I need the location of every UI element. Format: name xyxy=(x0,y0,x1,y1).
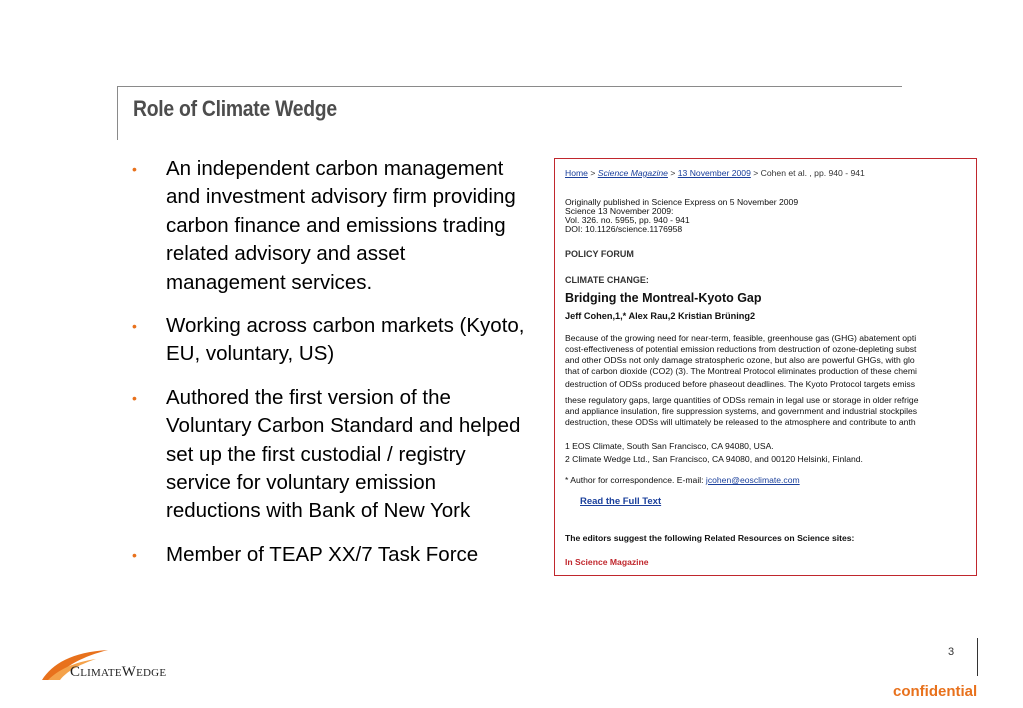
logo-wordmark: CLIMATEWEDGE xyxy=(70,664,167,680)
bullet-text: An independent carbon management and investment advisory firm providing carbon finance and emissions trading related advisory and asset management services. xyxy=(166,157,516,294)
abstract-line: and appliance insulation, fire suppression systems, and government and industrial stockpiles xyxy=(565,406,918,416)
bullet-dot-icon: • xyxy=(132,318,137,335)
title-frame-left-rule xyxy=(117,86,118,140)
affiliation-1: 1 EOS Climate, South San Francisco, CA 94080, USA. xyxy=(565,441,774,451)
bullet-item xyxy=(130,541,530,569)
bullet-list xyxy=(130,155,530,584)
breadcrumb-home-link[interactable]: Home xyxy=(565,168,588,178)
breadcrumb-issue-link[interactable]: 13 November 2009 xyxy=(677,168,751,178)
correspondence-email-link[interactable]: jcohen@eosclimate.com xyxy=(705,475,800,485)
related-resources-line: The editors suggest the following Related Resources on Science sites: xyxy=(565,533,855,543)
issue-line: Science 13 November 2009: xyxy=(565,206,674,216)
related-in-science-label: In Science Magazine xyxy=(565,557,649,567)
affiliation-2: 2 Climate Wedge Ltd., San Francisco, CA 94080, and 00120 Helsinki, Finland. xyxy=(565,454,863,464)
volume-line: Vol. 326. no. 5955, pp. 940 - 941 xyxy=(565,215,690,225)
bullet-text: Working across carbon markets (Kyoto, EU, voluntary, US) xyxy=(166,314,525,366)
read-full-text-link[interactable]: Read the Full Text xyxy=(580,496,662,507)
bullet-item xyxy=(130,312,530,369)
article-title: Bridging the Montreal-Kyoto Gap xyxy=(565,291,762,305)
doi-line: DOI: 10.1126/science.1176958 xyxy=(565,224,683,234)
slide-title: Role of Climate Wedge xyxy=(133,96,337,121)
breadcrumb-separator: > xyxy=(667,168,678,178)
confidential-label: confidential xyxy=(893,683,978,700)
article-screenshot xyxy=(554,158,977,576)
correspondence-label: * Author for correspondence. E-mail: xyxy=(565,475,706,485)
article-authors: Jeff Cohen,1,* Alex Rau,2 Kristian Brüning2 xyxy=(565,311,756,321)
bullet-text: Member of TEAP XX/7 Task Force xyxy=(166,542,479,566)
breadcrumb-tail: > Cohen et al. , pp. 940 - 941 xyxy=(750,168,865,178)
article-kicker: CLIMATE CHANGE: xyxy=(565,275,649,285)
bullet-dot-icon: • xyxy=(132,546,137,563)
abstract-line: these regulatory gaps, large quantities of ODSs remain in legal use or storage in older refrige xyxy=(565,395,919,405)
bullet-item xyxy=(130,155,530,297)
published-line: Originally published in Science Express on 5 November 2009 xyxy=(565,197,799,207)
bullet-dot-icon: • xyxy=(132,389,137,406)
bullet-dot-icon: • xyxy=(132,161,137,177)
page-number: 3 xyxy=(948,646,955,658)
abstract-line: and other ODSs not only damage stratospheric ozone, but also are powerful GHGs, with glo xyxy=(565,355,915,365)
abstract-line: destruction, these ODSs will ultimately be released to the atmosphere and contribute to anth xyxy=(565,417,916,427)
abstract-line: cost-effectiveness of potential emission reductions from destruction of ozone-depleting subst xyxy=(565,344,917,354)
title-frame-top-rule xyxy=(117,86,902,87)
section-label: POLICY FORUM xyxy=(565,249,634,259)
breadcrumb xyxy=(565,168,865,178)
abstract-line: Because of the growing need for near-term, feasible, greenhouse gas (GHG) abatement opti xyxy=(565,333,917,343)
breadcrumb-magazine-link[interactable]: Science Magazine xyxy=(597,168,668,178)
abstract-line: destruction of ODSs produced before phaseout deadlines. The Kyoto Protocol targets emiss xyxy=(565,379,915,389)
page-number-rule xyxy=(977,638,978,676)
abstract-line: that of carbon dioxide (CO2) (3). The Montreal Protocol eliminates production of these chemi xyxy=(565,366,917,376)
breadcrumb-separator: > xyxy=(587,168,598,178)
bullet-text: Authored the first version of the Voluntary Carbon Standard and helped set up the first custodial / registry service for voluntary emission reductions with Bank of New York xyxy=(166,385,521,523)
correspondence-line xyxy=(565,475,800,485)
bullet-item xyxy=(130,384,530,526)
